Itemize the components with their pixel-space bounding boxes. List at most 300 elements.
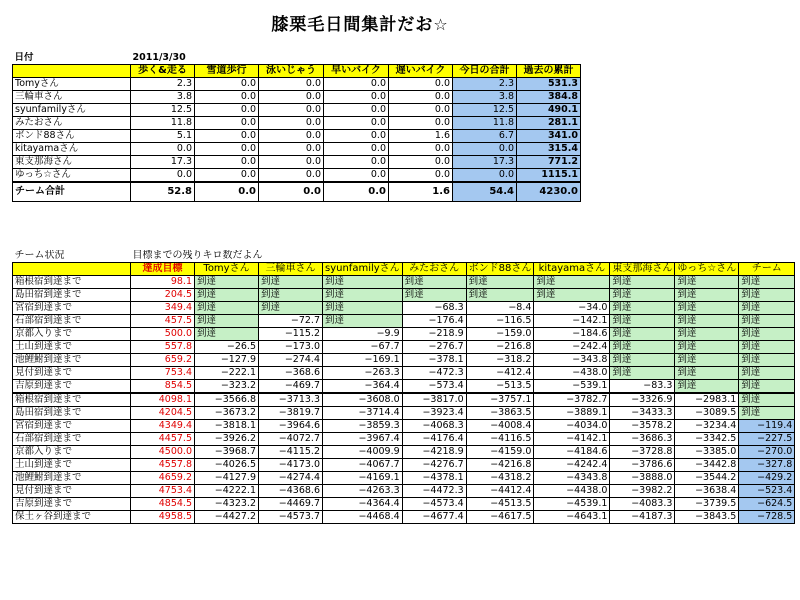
arrived-cell: 到達 [402, 276, 466, 289]
value-cell: 0.0 [195, 169, 259, 183]
remaining-cell: −4008.4 [466, 420, 534, 433]
value-cell: 0.0 [195, 143, 259, 156]
remaining-cell: −3713.3 [259, 393, 323, 407]
remaining-cell: −4187.3 [610, 511, 675, 524]
remaining-cell: −3714.4 [323, 407, 403, 420]
goal-target: 4958.5 [131, 511, 195, 524]
goal-name: 石部宿到達まで [13, 315, 131, 328]
remaining-cell: −222.1 [195, 367, 259, 380]
column-header: 達成目標 [131, 263, 195, 276]
remaining-cell: −3089.5 [675, 407, 739, 420]
goal-target: 4098.1 [131, 393, 195, 407]
remaining-cell: −3566.8 [195, 393, 259, 407]
goal-target: 98.1 [131, 276, 195, 289]
remaining-cell: −4643.1 [534, 511, 610, 524]
remaining-cell: −728.5 [739, 511, 795, 524]
remaining-cell: −8.4 [466, 302, 534, 315]
remaining-cell: −4617.5 [466, 511, 534, 524]
value-cell: 12.5 [131, 104, 195, 117]
value-cell: 0.0 [389, 156, 453, 169]
arrived-cell: 到達 [259, 289, 323, 302]
value-cell: 11.8 [453, 117, 517, 130]
remaining-cell: −4274.4 [259, 472, 323, 485]
member-row [13, 156, 581, 169]
remaining-cell: −242.4 [534, 341, 610, 354]
total-value: 4230.0 [517, 182, 581, 202]
value-cell: 0.0 [324, 169, 389, 183]
value-cell: 0.0 [259, 104, 324, 117]
value-cell: 0.0 [195, 130, 259, 143]
value-cell: 0.0 [195, 104, 259, 117]
value-cell: 1.6 [389, 130, 453, 143]
member-row [13, 104, 581, 117]
date-row [13, 52, 581, 65]
remaining-cell: −378.1 [402, 354, 466, 367]
goal-name: 京都入りまで [13, 328, 131, 341]
column-header: チーム [739, 263, 795, 276]
arrived-cell: 到達 [323, 289, 403, 302]
member-name: ボンド88さん [13, 130, 131, 143]
column-header: 東支那海さん [610, 263, 675, 276]
column-header: 遅いバイク [389, 65, 453, 78]
arrived-cell: 到達 [195, 276, 259, 289]
remaining-cell: −4034.0 [534, 420, 610, 433]
value-cell: 0.0 [195, 156, 259, 169]
member-name: みたおさん [13, 117, 131, 130]
goal-name: 見付到達まで [13, 367, 131, 380]
member-name: 三輪車さん [13, 91, 131, 104]
goal-target: 4854.5 [131, 498, 195, 511]
remaining-cell: −4142.1 [534, 433, 610, 446]
value-cell: 0.0 [195, 91, 259, 104]
remaining-cell: −274.4 [259, 354, 323, 367]
remaining-cell: −9.9 [323, 328, 403, 341]
arrived-cell: 到達 [610, 328, 675, 341]
remaining-cell: −4468.4 [323, 511, 403, 524]
remaining-cell: −513.5 [466, 380, 534, 394]
member-name: syunfamilyさん [13, 104, 131, 117]
remaining-cell: −169.1 [323, 354, 403, 367]
header-blank [13, 263, 131, 276]
column-header: 三輪車さん [259, 263, 323, 276]
goal-target: 854.5 [131, 380, 195, 394]
column-header: みたおさん [402, 263, 466, 276]
remaining-cell: −67.7 [323, 341, 403, 354]
remaining-cell: −343.8 [534, 354, 610, 367]
remaining-cell: −438.0 [534, 367, 610, 380]
arrived-cell: 到達 [739, 315, 795, 328]
value-cell: 0.0 [195, 117, 259, 130]
remaining-cell: −184.6 [534, 328, 610, 341]
remaining-cell: −573.4 [402, 380, 466, 394]
arrived-cell: 到達 [675, 380, 739, 394]
value-cell: 2.3 [453, 78, 517, 91]
remaining-cell: −4318.2 [466, 472, 534, 485]
goal-row [13, 341, 795, 354]
remaining-cell: −3967.4 [323, 433, 403, 446]
value-cell: 0.0 [389, 143, 453, 156]
value-cell: 0.0 [453, 169, 517, 183]
remaining-cell: −3385.0 [675, 446, 739, 459]
goal-row [13, 289, 795, 302]
remaining-cell: −3326.9 [610, 393, 675, 407]
goal-target: 4753.4 [131, 485, 195, 498]
remaining-cell: −4127.9 [195, 472, 259, 485]
value-cell: 0.0 [324, 130, 389, 143]
remaining-cell: −3923.4 [402, 407, 466, 420]
arrived-cell: 到達 [402, 289, 466, 302]
remaining-cell: −3608.0 [323, 393, 403, 407]
arrived-cell: 到達 [739, 354, 795, 367]
goal-name: 箱根宿到達まで [13, 393, 131, 407]
goal-name: 宮宿到達まで [13, 302, 131, 315]
total-value: 0.0 [324, 182, 389, 202]
value-cell: 315.4 [517, 143, 581, 156]
value-cell: 3.8 [453, 91, 517, 104]
remaining-cell: −270.0 [739, 446, 795, 459]
arrived-cell: 到達 [675, 302, 739, 315]
remaining-cell: −4116.5 [466, 433, 534, 446]
value-cell: 0.0 [195, 78, 259, 91]
value-cell: 0.0 [259, 169, 324, 183]
goal-name: 石部宿到達まで [13, 433, 131, 446]
goal-target: 4659.2 [131, 472, 195, 485]
arrived-cell: 到達 [739, 407, 795, 420]
remaining-cell: −3578.2 [610, 420, 675, 433]
value-cell: 771.2 [517, 156, 581, 169]
remaining-cell: −523.4 [739, 485, 795, 498]
column-header: 雪道歩行 [195, 65, 259, 78]
goal-target: 557.8 [131, 341, 195, 354]
value-cell: 0.0 [259, 78, 324, 91]
remaining-cell: −4438.0 [534, 485, 610, 498]
total-value: 54.4 [453, 182, 517, 202]
remaining-cell: −323.2 [195, 380, 259, 394]
arrived-cell: 到達 [675, 341, 739, 354]
goal-row [13, 407, 795, 420]
remaining-cell: −263.3 [323, 367, 403, 380]
remaining-cell: −4343.8 [534, 472, 610, 485]
goal-target: 500.0 [131, 328, 195, 341]
goal-name: 吉原到達まで [13, 498, 131, 511]
remaining-cell: −4368.6 [259, 485, 323, 498]
remaining-cell: −364.4 [323, 380, 403, 394]
total-value: 52.8 [131, 182, 195, 202]
remaining-cell: −368.6 [259, 367, 323, 380]
goal-name: 島田宿到達まで [13, 289, 131, 302]
value-cell: 0.0 [324, 143, 389, 156]
arrived-cell: 到達 [739, 276, 795, 289]
member-name: kitayamaさん [13, 143, 131, 156]
value-cell: 0.0 [131, 169, 195, 183]
remaining-cell: −3728.8 [610, 446, 675, 459]
remaining-cell: −4242.4 [534, 459, 610, 472]
goal-row [13, 459, 795, 472]
goal-name: 保土ヶ谷到達まで [13, 511, 131, 524]
arrived-cell: 到達 [534, 276, 610, 289]
remaining-cell: −3964.6 [259, 420, 323, 433]
remaining-cell: −4469.7 [259, 498, 323, 511]
remaining-cell: −4218.9 [402, 446, 466, 459]
column-header: 歩く&走る [131, 65, 195, 78]
value-cell: 1115.1 [517, 169, 581, 183]
goal-target: 4500.0 [131, 446, 195, 459]
value-cell: 0.0 [389, 169, 453, 183]
remaining-cell: −127.9 [195, 354, 259, 367]
remaining-cell: −116.5 [466, 315, 534, 328]
arrived-cell: 到達 [675, 367, 739, 380]
value-cell: 0.0 [389, 91, 453, 104]
arrived-cell: 到達 [195, 328, 259, 341]
member-row [13, 117, 581, 130]
value-cell: 490.1 [517, 104, 581, 117]
member-name: Tomyさん [13, 78, 131, 91]
remaining-cell: −4072.7 [259, 433, 323, 446]
remaining-cell: −3638.4 [675, 485, 739, 498]
remaining-cell: −4026.5 [195, 459, 259, 472]
status-table [12, 250, 795, 524]
status-caption-row [13, 250, 795, 263]
goal-name: 箱根宿到達まで [13, 276, 131, 289]
value-cell: 0.0 [259, 143, 324, 156]
value-cell: 0.0 [324, 104, 389, 117]
value-cell: 17.3 [453, 156, 517, 169]
remaining-cell: −3786.6 [610, 459, 675, 472]
arrived-cell: 到達 [739, 302, 795, 315]
remaining-cell: −3817.0 [402, 393, 466, 407]
arrived-cell: 到達 [610, 315, 675, 328]
team-total-row [13, 182, 581, 202]
status-label: チーム状況 [14, 250, 65, 261]
value-cell: 0.0 [259, 117, 324, 130]
column-header: 今日の合計 [453, 65, 517, 78]
remaining-cell: −4067.7 [323, 459, 403, 472]
value-cell: 0.0 [259, 130, 324, 143]
goal-row [13, 498, 795, 511]
column-header: kitayamaさん [534, 263, 610, 276]
remaining-cell: −4263.3 [323, 485, 403, 498]
remaining-cell: −72.7 [259, 315, 323, 328]
total-value: 0.0 [195, 182, 259, 202]
value-cell: 5.1 [131, 130, 195, 143]
remaining-cell: −429.2 [739, 472, 795, 485]
goal-row [13, 420, 795, 433]
title-text: 膝栗毛日間集計だお [271, 15, 434, 35]
arrived-cell: 到達 [739, 367, 795, 380]
date-label: 日付 [14, 52, 34, 63]
goal-target: 457.5 [131, 315, 195, 328]
column-header: Tomyさん [195, 263, 259, 276]
remaining-cell: −539.1 [534, 380, 610, 394]
remaining-cell: −3843.5 [675, 511, 739, 524]
remaining-cell: −119.4 [739, 420, 795, 433]
goal-row [13, 472, 795, 485]
value-cell: 0.0 [324, 117, 389, 130]
value-cell: 12.5 [453, 104, 517, 117]
arrived-cell: 到達 [323, 276, 403, 289]
remaining-cell: −4513.5 [466, 498, 534, 511]
arrived-cell: 到達 [534, 289, 610, 302]
remaining-cell: −276.7 [402, 341, 466, 354]
remaining-cell: −26.5 [195, 341, 259, 354]
remaining-cell: −3686.3 [610, 433, 675, 446]
remaining-cell: −4472.3 [402, 485, 466, 498]
remaining-cell: −34.0 [534, 302, 610, 315]
remaining-cell: −412.4 [466, 367, 534, 380]
value-cell: 341.0 [517, 130, 581, 143]
remaining-cell: −4412.4 [466, 485, 534, 498]
arrived-cell: 到達 [195, 302, 259, 315]
goal-target: 4349.4 [131, 420, 195, 433]
arrived-cell: 到達 [610, 276, 675, 289]
goal-name: 吉原到達まで [13, 380, 131, 394]
column-header: 早いバイク [324, 65, 389, 78]
goal-row [13, 328, 795, 341]
remaining-cell: −4216.8 [466, 459, 534, 472]
remaining-cell: −3234.4 [675, 420, 739, 433]
goal-row [13, 511, 795, 524]
summary-header-row [13, 65, 581, 78]
goal-row [13, 302, 795, 315]
value-cell: 0.0 [453, 143, 517, 156]
arrived-cell: 到達 [610, 302, 675, 315]
remaining-cell: −318.2 [466, 354, 534, 367]
goal-name: 宮宿到達まで [13, 420, 131, 433]
remaining-cell: −4068.3 [402, 420, 466, 433]
value-cell: 11.8 [131, 117, 195, 130]
remaining-cell: −216.8 [466, 341, 534, 354]
arrived-cell: 到達 [739, 341, 795, 354]
remaining-cell: −3433.3 [610, 407, 675, 420]
remaining-cell: −4427.2 [195, 511, 259, 524]
star-icon: ☆ [433, 15, 449, 34]
remaining-cell: −327.8 [739, 459, 795, 472]
remaining-cell: −624.5 [739, 498, 795, 511]
goal-row [13, 380, 795, 394]
remaining-cell: −4222.1 [195, 485, 259, 498]
remaining-cell: −4539.1 [534, 498, 610, 511]
member-name: 東支那海さん [13, 156, 131, 169]
remaining-cell: −4173.0 [259, 459, 323, 472]
remaining-cell: −4573.7 [259, 511, 323, 524]
value-cell: 0.0 [259, 156, 324, 169]
goal-row [13, 354, 795, 367]
arrived-cell: 到達 [610, 341, 675, 354]
goal-name: 島田宿到達まで [13, 407, 131, 420]
remaining-cell: −4009.9 [323, 446, 403, 459]
member-row [13, 169, 581, 183]
arrived-cell: 到達 [739, 328, 795, 341]
team-total-label: チーム合計 [13, 182, 131, 202]
remaining-cell: −4159.0 [466, 446, 534, 459]
member-row [13, 91, 581, 104]
remaining-cell: −3818.1 [195, 420, 259, 433]
goal-name: 池鯉鮒到達まで [13, 472, 131, 485]
goal-row [13, 446, 795, 459]
remaining-cell: −227.5 [739, 433, 795, 446]
value-cell: 0.0 [324, 156, 389, 169]
member-row [13, 78, 581, 91]
value-cell: 0.0 [259, 91, 324, 104]
arrived-cell: 到達 [675, 276, 739, 289]
total-value: 1.6 [389, 182, 453, 202]
goal-target: 753.4 [131, 367, 195, 380]
arrived-cell: 到達 [610, 289, 675, 302]
remaining-cell: −159.0 [466, 328, 534, 341]
goal-row [13, 276, 795, 289]
arrived-cell: 到達 [675, 354, 739, 367]
arrived-cell: 到達 [739, 380, 795, 394]
remaining-cell: −4677.4 [402, 511, 466, 524]
column-header: 泳いじゃう [259, 65, 324, 78]
remaining-cell: −115.2 [259, 328, 323, 341]
value-cell: 0.0 [389, 78, 453, 91]
goal-name: 見付到達まで [13, 485, 131, 498]
goal-target: 4457.5 [131, 433, 195, 446]
member-row [13, 130, 581, 143]
value-cell: 0.0 [324, 91, 389, 104]
arrived-cell: 到達 [739, 393, 795, 407]
goal-row [13, 433, 795, 446]
remaining-cell: −4176.4 [402, 433, 466, 446]
remaining-cell: −3673.2 [195, 407, 259, 420]
remaining-cell: −68.3 [402, 302, 466, 315]
column-header: syunfamilyさん [323, 263, 403, 276]
goal-target: 4557.8 [131, 459, 195, 472]
member-row [13, 143, 581, 156]
remaining-cell: −3859.3 [323, 420, 403, 433]
summary-table [12, 52, 581, 202]
remaining-cell: −4364.4 [323, 498, 403, 511]
value-cell: 2.3 [131, 78, 195, 91]
arrived-cell: 到達 [195, 289, 259, 302]
arrived-cell: 到達 [259, 302, 323, 315]
arrived-cell: 到達 [739, 289, 795, 302]
remaining-cell: −173.0 [259, 341, 323, 354]
value-cell: 384.8 [517, 91, 581, 104]
value-cell: 3.8 [131, 91, 195, 104]
remaining-cell: −4184.6 [534, 446, 610, 459]
remaining-cell: −4378.1 [402, 472, 466, 485]
value-cell: 17.3 [131, 156, 195, 169]
remaining-cell: −3926.2 [195, 433, 259, 446]
member-name: ゆっち☆さん [13, 169, 131, 183]
arrived-cell: 到達 [675, 315, 739, 328]
remaining-cell: −3819.7 [259, 407, 323, 420]
arrived-cell: 到達 [466, 289, 534, 302]
value-cell: 0.0 [131, 143, 195, 156]
remaining-cell: −3544.2 [675, 472, 739, 485]
goal-target: 204.5 [131, 289, 195, 302]
goal-row [13, 485, 795, 498]
arrived-cell: 到達 [675, 328, 739, 341]
goal-row [13, 315, 795, 328]
remaining-cell: −3863.5 [466, 407, 534, 420]
remaining-cell: −3739.5 [675, 498, 739, 511]
arrived-cell: 到達 [323, 302, 403, 315]
remaining-cell: −4115.2 [259, 446, 323, 459]
remaining-cell: −3968.7 [195, 446, 259, 459]
remaining-cell: −4276.7 [402, 459, 466, 472]
remaining-cell: −3782.7 [534, 393, 610, 407]
remaining-cell: −3342.5 [675, 433, 739, 446]
remaining-cell: −3757.1 [466, 393, 534, 407]
status-caption: 目標までの残りキロ数だよん [132, 250, 263, 261]
arrived-cell: 到達 [195, 315, 259, 328]
remaining-cell: −218.9 [402, 328, 466, 341]
goal-name: 池鯉鮒到達まで [13, 354, 131, 367]
goal-name: 土山到達まで [13, 341, 131, 354]
